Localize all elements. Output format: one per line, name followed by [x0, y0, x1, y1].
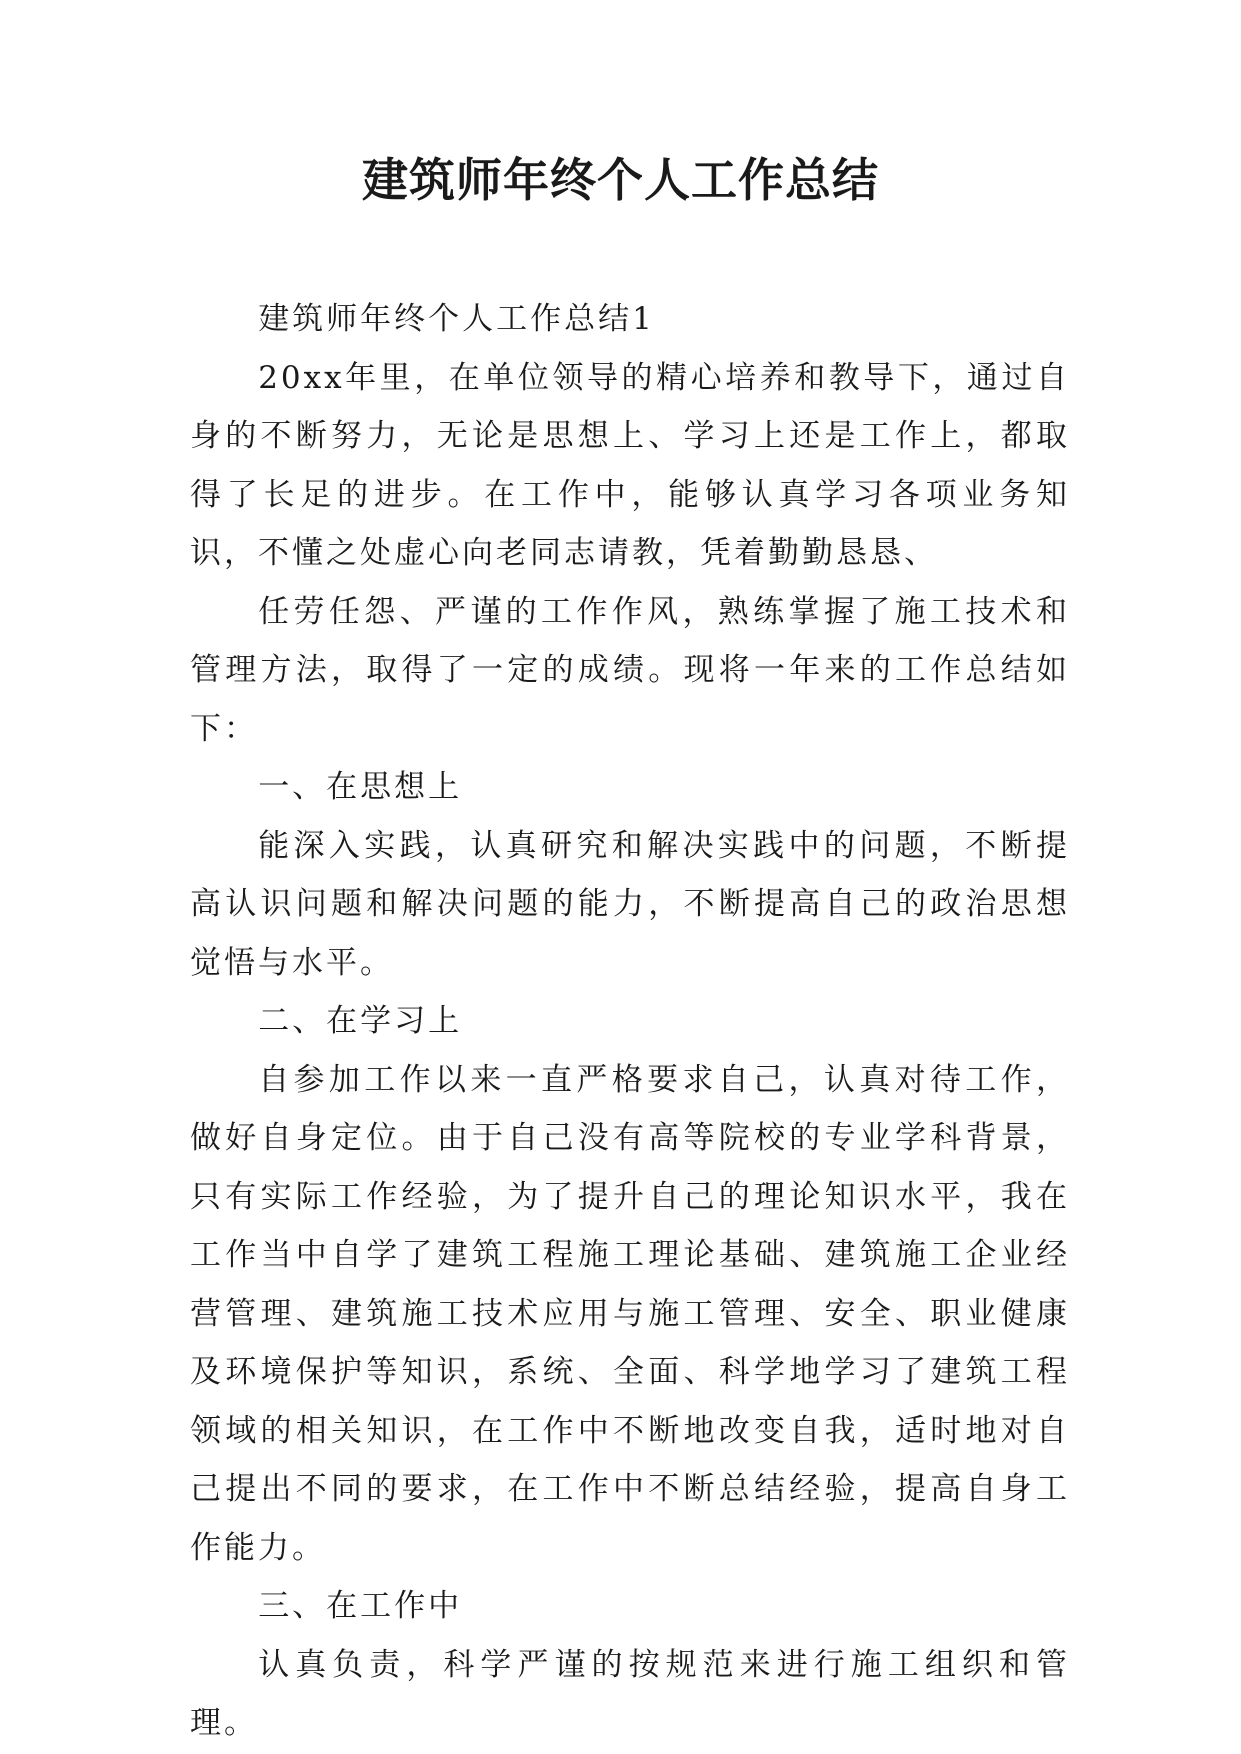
document-body [190, 290, 1070, 1753]
paragraph: 任劳任怨、严谨的工作作风，熟练掌握了施工技术和管理方法，取得了一定的成绩。现将一年来的工作总结如下： [190, 593, 1070, 747]
subheading: 三、在工作中 [258, 1588, 463, 1624]
subheading: 一、在思想上 [258, 769, 463, 805]
paragraph: 认真负责，科学严谨的按规范来进行施工组织和管理。 [190, 1646, 1070, 1741]
paragraph: 自参加工作以来一直严格要求自己，认真对待工作，做好自身定位。由于自己没有高等院校的专业学科背景，只有实际工作经验，为了提升自己的理论知识水平，我在工作当中自学了建筑工程施工理论基础、建筑施工企业经营管理、建筑施工技术应用与施工管理、安全、职业健康及环境保护等知识，系统、全面、科学地学习了建筑工程领域的相关知识，在工作中不断地改变自我，适时地对自己提出不同的要求，在工作中不断总结经验，提高自身工作能力。 [190, 1061, 1070, 1566]
paragraph: 20xx年里，在单位领导的精心培养和教导下，通过自身的不断努力，无论是思想上、学习上还是工作上，都取得了长足的进步。在工作中，能够认真学习各项业务知识，不懂之处虚心向老同志请教，凭着勤勤恳恳、 [190, 359, 1070, 571]
paragraph: 能深入实践，认真研究和解决实践中的问题，不断提高认识问题和解决问题的能力，不断提高自己的政治思想觉悟与水平。 [190, 827, 1070, 981]
subheading: 二、在学习上 [258, 1003, 463, 1039]
document-title: 建筑师年终个人工作总结 [362, 153, 879, 207]
section-heading: 建筑师年终个人工作总结1 [258, 301, 655, 337]
